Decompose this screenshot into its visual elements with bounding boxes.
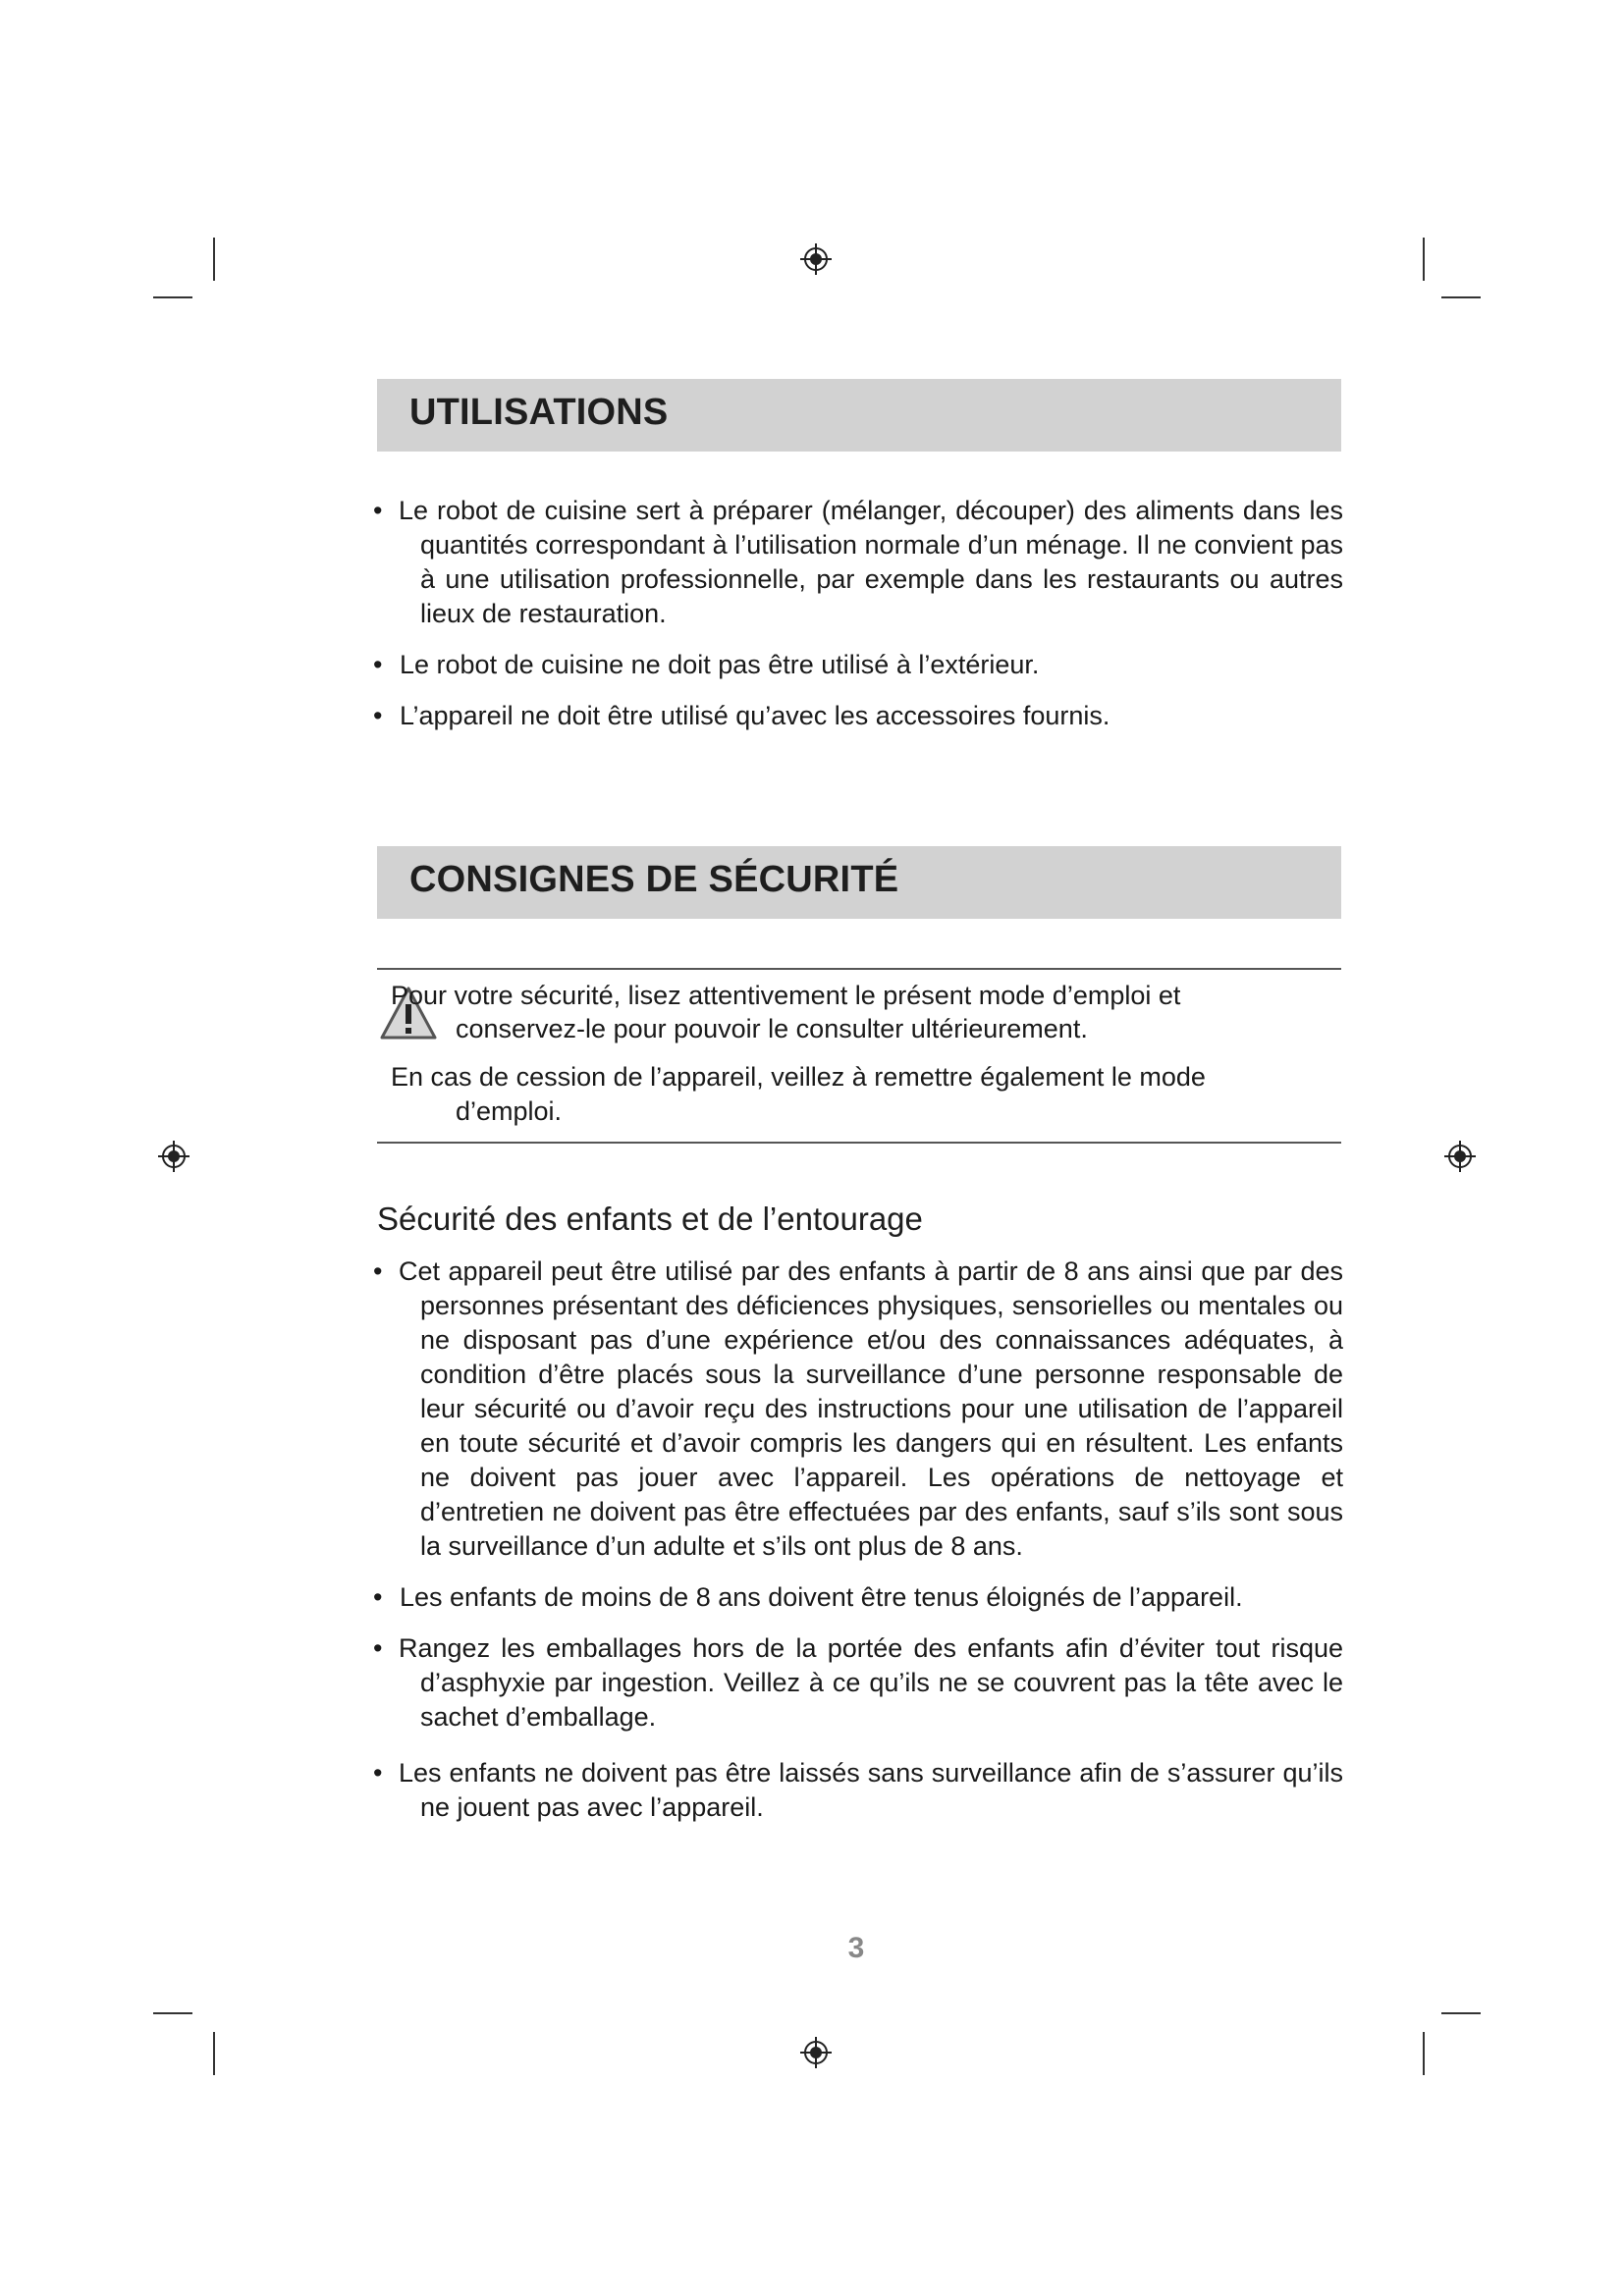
divider <box>377 1142 1341 1144</box>
cession-line-2: d’emploi. <box>456 1096 563 1126</box>
divider <box>377 968 1341 970</box>
registration-mark-icon <box>799 242 833 276</box>
crop-mark <box>153 296 192 298</box>
crop-mark <box>213 238 215 281</box>
crop-mark <box>153 2012 192 2014</box>
list-item: • Le robot de cuisine ne doit pas être utilisé à l’extérieur. <box>371 648 1343 682</box>
subheading-enfants: Sécurité des enfants et de l’entourage <box>377 1201 923 1237</box>
warning-line-2: conservez-le pour pouvoir le consulter ultérieurement. <box>456 1014 1088 1043</box>
list-item: • Les enfants ne doivent pas être laissés sans surveillance afin de s’assurer qu’ils ne jouent pas avec l’appareil. <box>371 1756 1343 1825</box>
cession-line-1: En cas de cession de l’appareil, veillez à remettre également le mode <box>391 1062 1206 1092</box>
registration-mark-icon <box>157 1140 190 1173</box>
section-header-securite <box>377 846 1341 919</box>
utilisations-list <box>371 494 1343 750</box>
crop-mark <box>213 2032 215 2075</box>
section-header-utilisations <box>377 379 1341 452</box>
registration-mark-icon <box>1443 1140 1477 1173</box>
list-item: • Cet appareil peut être utilisé par des enfants à partir de 8 ans ainsi que par des personnes présentant des déficiences physiques, sensorielles ou mentales ou ne disposant pas d’une expérience et/ou des connaissances adéquates, à condition d’être placés sous la surveillance d’une personne responsable de leur sécurité ou d’avoir reçu des instructions pour une utilisation de l’appareil en toute sécurité et d’avoir compris les dangers qui en résultent. Les enfants ne doivent pas jouer avec l’appareil. Les opérations de nettoyage et d’entretien ne doivent pas être effectuées par des enfants, sauf s’ils sont sous la surveillance d’un adulte et s’ils ont plus de 8 ans. <box>371 1255 1343 1564</box>
crop-mark <box>1441 2012 1481 2014</box>
crop-mark <box>1423 238 1425 281</box>
list-item: • Les enfants de moins de 8 ans doivent être tenus éloignés de l’appareil. <box>371 1580 1343 1615</box>
list-item: • Rangez les emballages hors de la portée des enfants afin d’éviter tout risque d’asphyxie par ingestion. Veillez à ce qu’ils ne se couvrent pas la tête avec le sachet d’emballage. <box>371 1631 1343 1735</box>
crop-mark <box>1423 2032 1425 2075</box>
enfants-list <box>371 1255 1343 1842</box>
section-title: CONSIGNES DE SÉCURITÉ <box>409 859 899 900</box>
list-item: • L’appareil ne doit être utilisé qu’avec les accessoires fournis. <box>371 699 1343 733</box>
list-item: • Le robot de cuisine sert à préparer (mélanger, découper) des aliments dans les quantités correspondant à l’utilisation normale d’un ménage. Il ne convient pas à une utilisation professionnelle, par exemple dans les restaurants ou autres lieux de restauration. <box>371 494 1343 631</box>
registration-mark-icon <box>799 2036 833 2069</box>
warning-line-1: Pour votre sécurité, lisez attentivement le présent mode d’emploi et <box>391 981 1181 1010</box>
page-number: 3 <box>847 1932 865 1964</box>
section-title: UTILISATIONS <box>409 392 669 433</box>
crop-mark <box>1441 296 1481 298</box>
